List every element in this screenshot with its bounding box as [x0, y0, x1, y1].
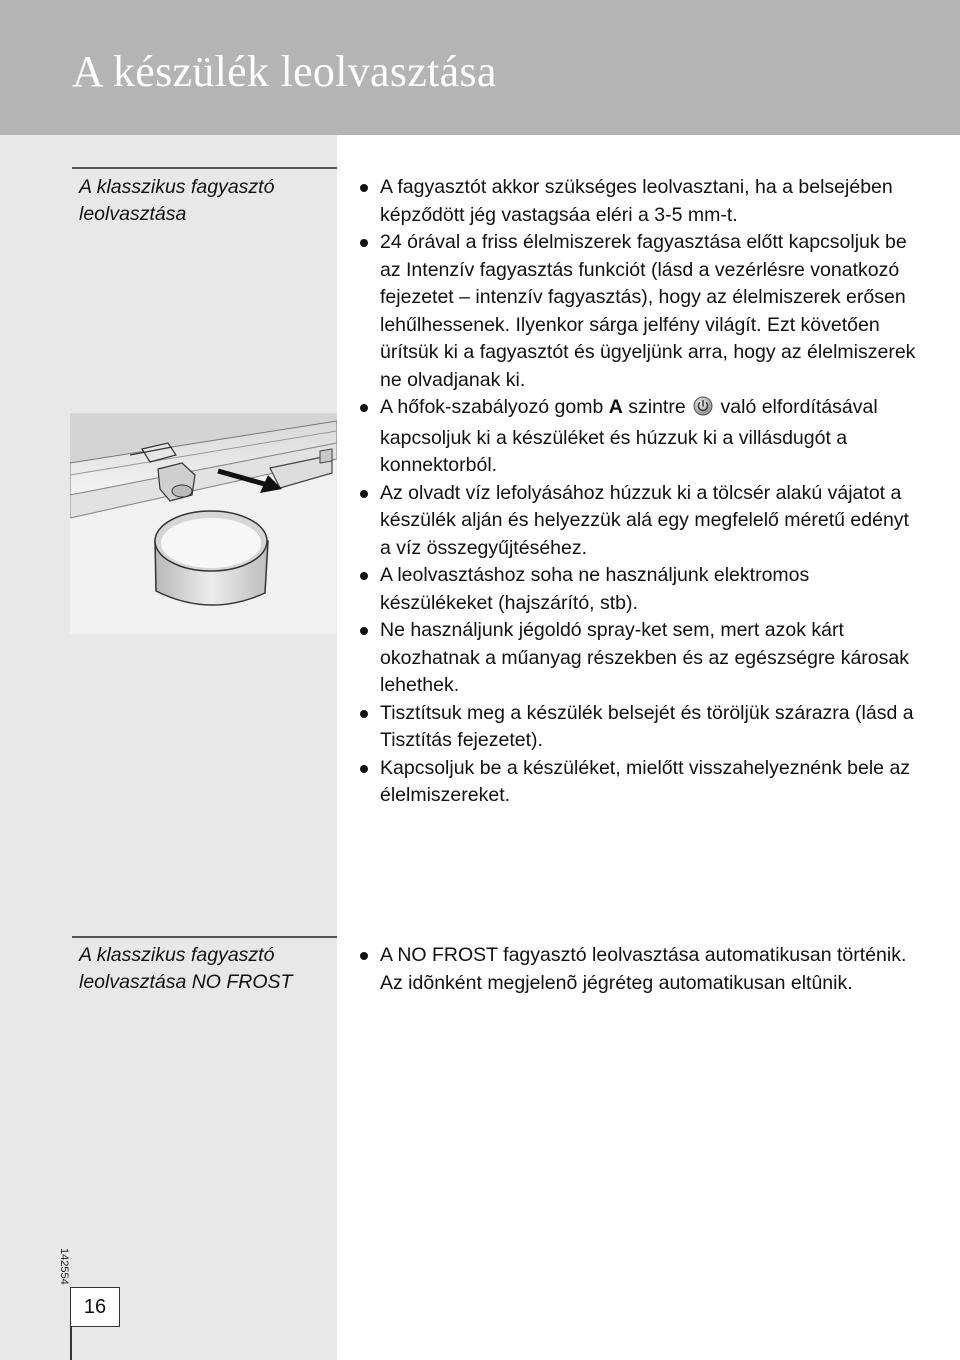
list-item-text: szintre: [622, 396, 692, 418]
sidebar-column: [0, 135, 337, 1360]
list-item: Kapcsoljuk be a készüléket, mielőtt visszahelyeznénk bele az élelmiszereket.: [358, 755, 918, 810]
list-item: Az olvadt víz lefolyásához húzzuk ki a tölcsér alakú vájatot a készülék alján és helyezzük alá egy megfelelő méretű edényt a víz összegyűjtéséhez.: [358, 480, 918, 563]
list-item: [358, 394, 918, 480]
section-title-line: A klasszikus fagyasztó: [79, 944, 275, 966]
section-divider: [72, 936, 337, 938]
knob-label: A: [608, 396, 623, 418]
nofrost-list: [358, 942, 918, 997]
page-title: A készülék leolvasztása: [72, 47, 497, 96]
defrost-drain-illustration: [70, 413, 337, 634]
power-icon: [693, 396, 713, 425]
footer-rule: [70, 1326, 72, 1360]
section-title-nofrost: [79, 942, 334, 996]
list-item: Tisztítsuk meg a készülék belsejét és töröljük szárazra (lásd a Tisztítás fejezetet).: [358, 700, 918, 755]
document-code: 142554: [58, 1248, 70, 1285]
defrost-steps-list: [358, 174, 918, 810]
section-title-classic: [79, 174, 334, 228]
list-item: A fagyasztót akkor szükséges leolvasztani, ha a belsejében képződött jég vastagsáa eléri a 3-5 mm-t.: [358, 174, 918, 229]
section-title-line: leolvasztása: [79, 203, 187, 225]
list-item: Ne használjunk jégoldó spray-ket sem, mert azok kárt okozhatnak a műanyag részekben és az egészségre károsak lehethek.: [358, 617, 918, 700]
list-item: A leolvasztáshoz soha ne használjunk elektromos készülékeket (hajszárító, stb).: [358, 562, 918, 617]
list-item: 24 órával a friss élelmiszerek fagyasztása előtt kapcsoljuk be az Intenzív fagyasztás funkciót (lásd a vezérlésre vonatkozó fejezetet – intenzív fagyasztás), hogy az élelmiszerek erősen lehűlhessenek. Ilyenkor sárga jelfény világít. Ezt követően ürítsük ki a fagyasztót és ügyeljünk arra, hogy az élelmiszerek ne olvadjanak ki.: [358, 229, 918, 394]
list-item: A NO FROST fagyasztó leolvasztása automatikusan történik. Az idõnként megjelenõ jégréteg automatikusan eltûnik.: [358, 942, 918, 997]
list-item-text: A hőfok-szabályozó gomb: [380, 396, 609, 418]
section-title-line: A klasszikus fagyasztó: [79, 176, 275, 198]
page-number: 16: [70, 1287, 120, 1327]
list-item-text: való elfordításával kapcsoljuk ki a készüléket és húzzuk ki a villásdugót a konnektorból.: [380, 396, 878, 476]
section-divider: [72, 167, 337, 169]
section-title-line: leolvasztása NO FROST: [79, 971, 293, 993]
page-header: [0, 0, 960, 135]
